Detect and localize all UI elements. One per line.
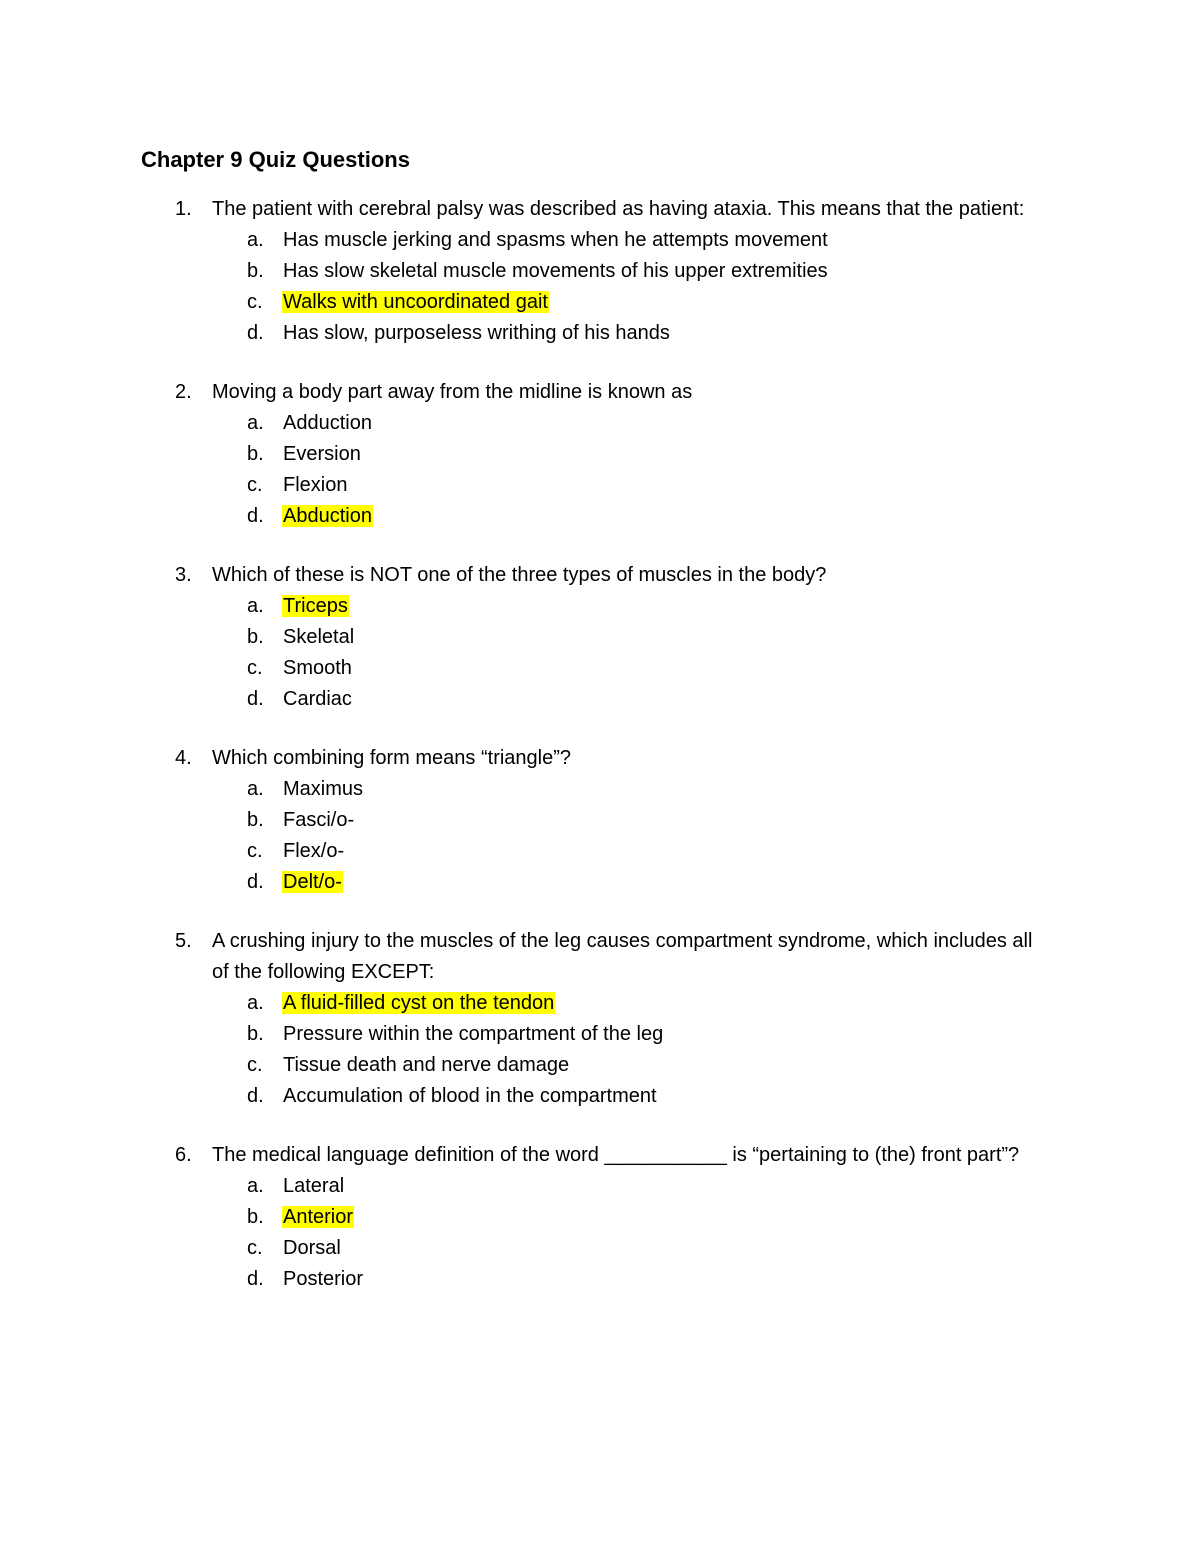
option-text: Maximus	[283, 778, 364, 800]
answer-option	[0, 653, 1200, 684]
option-text: Has slow skeletal muscle movements of his upper extremities	[283, 260, 828, 282]
question-item	[0, 743, 1200, 898]
answer-option	[0, 805, 1200, 836]
option-text: Flexion	[283, 474, 348, 496]
answer-option	[0, 1264, 1200, 1295]
answer-option	[0, 1050, 1200, 1081]
option-letter: a.	[247, 412, 264, 434]
answer-option	[0, 225, 1200, 256]
option-text: Has muscle jerking and spasms when he attempts movement	[283, 229, 828, 251]
answer-option	[0, 287, 1200, 318]
option-letter: a.	[247, 229, 264, 251]
answer-option	[0, 408, 1200, 439]
option-list	[0, 225, 1200, 349]
option-text: Skeletal	[283, 626, 355, 648]
option-list	[0, 774, 1200, 898]
question-number: 4.	[175, 747, 192, 769]
option-text: Dorsal	[283, 1237, 341, 1259]
question-text: Which combining form means “triangle”?	[212, 747, 572, 769]
highlighted-answer-text: Walks with uncoordinated gait	[283, 291, 548, 313]
question-number: 2.	[175, 381, 192, 403]
answer-option	[0, 439, 1200, 470]
option-letter: b.	[247, 809, 264, 831]
option-text: Posterior	[283, 1268, 364, 1290]
answer-option	[0, 774, 1200, 805]
highlighted-answer-text: Abduction	[283, 505, 372, 527]
option-list	[0, 1171, 1200, 1295]
answer-option	[0, 622, 1200, 653]
answer-option	[0, 1202, 1200, 1233]
option-letter: b.	[247, 626, 264, 648]
option-letter: a.	[247, 992, 264, 1014]
option-letter: c.	[247, 1237, 263, 1259]
option-text: Has slow, purposeless writhing of his hands	[283, 322, 670, 344]
question-item	[0, 1140, 1200, 1295]
answer-option	[0, 836, 1200, 867]
option-letter: a.	[247, 778, 264, 800]
option-letter: b.	[247, 1023, 264, 1045]
highlighted-answer-text: A fluid-filled cyst on the tendon	[283, 992, 555, 1014]
option-letter: c.	[247, 291, 263, 313]
option-letter: a.	[247, 1175, 264, 1197]
answer-option	[0, 501, 1200, 532]
answer-option	[0, 470, 1200, 501]
answer-option	[0, 1171, 1200, 1202]
answer-option	[0, 867, 1200, 898]
question-item	[0, 194, 1200, 349]
question-row	[0, 1140, 1042, 1171]
question-number: 3.	[175, 564, 192, 586]
option-text: Fasci/o-	[283, 809, 355, 831]
answer-option	[0, 256, 1200, 287]
answer-option	[0, 1081, 1200, 1112]
question-list	[0, 194, 1200, 1323]
option-letter: d.	[247, 505, 264, 527]
option-letter: c.	[247, 657, 263, 679]
question-row	[0, 743, 1042, 774]
option-text: Accumulation of blood in the compartment	[283, 1085, 657, 1107]
question-row	[0, 194, 1042, 225]
highlighted-answer-text: Anterior	[283, 1206, 354, 1228]
answer-option	[0, 1019, 1200, 1050]
highlighted-answer-text: Delt/o-	[283, 871, 342, 893]
question-row	[0, 926, 1042, 988]
question-text: Moving a body part away from the midline is known as	[212, 381, 693, 403]
option-text: Adduction	[283, 412, 372, 434]
option-list	[0, 988, 1200, 1112]
question-row	[0, 560, 1042, 591]
page-title: Chapter 9 Quiz Questions	[141, 147, 410, 172]
question-row	[0, 377, 1042, 408]
option-letter: b.	[247, 1206, 264, 1228]
option-letter: d.	[247, 871, 264, 893]
option-text: Pressure within the compartment of the leg	[283, 1023, 664, 1045]
answer-option	[0, 1233, 1200, 1264]
option-text: Flex/o-	[283, 840, 345, 862]
option-text: Smooth	[283, 657, 352, 679]
option-letter: d.	[247, 1085, 264, 1107]
question-number: 5.	[175, 930, 192, 952]
question-item	[0, 560, 1200, 715]
option-text: Lateral	[283, 1175, 345, 1197]
option-letter: b.	[247, 260, 264, 282]
option-list	[0, 408, 1200, 532]
question-number: 6.	[175, 1144, 192, 1166]
question-text: Which of these is NOT one of the three types of muscles in the body?	[212, 564, 827, 586]
question-item	[0, 926, 1200, 1112]
option-text: Cardiac	[283, 688, 352, 710]
answer-option	[0, 684, 1200, 715]
question-item	[0, 377, 1200, 532]
option-letter: c.	[247, 840, 263, 862]
answer-option	[0, 318, 1200, 349]
question-number: 1.	[175, 198, 192, 220]
question-text: The patient with cerebral palsy was described as having ataxia. This means that the patient:	[212, 198, 1025, 220]
option-letter: c.	[247, 474, 263, 496]
option-text: Tissue death and nerve damage	[283, 1054, 570, 1076]
option-letter: d.	[247, 1268, 264, 1290]
option-letter: d.	[247, 688, 264, 710]
option-letter: b.	[247, 443, 264, 465]
option-list	[0, 591, 1200, 715]
option-letter: c.	[247, 1054, 263, 1076]
highlighted-answer-text: Triceps	[283, 595, 348, 617]
question-text: The medical language definition of the word ___________ is “pertaining to (the) front part”?	[212, 1144, 1020, 1166]
option-text: Eversion	[283, 443, 361, 465]
answer-option	[0, 988, 1200, 1019]
option-letter: d.	[247, 322, 264, 344]
question-text: A crushing injury to the muscles of the leg causes compartment syndrome, which includes all of the following EXCEPT:	[212, 930, 1033, 983]
answer-option	[0, 591, 1200, 622]
option-letter: a.	[247, 595, 264, 617]
